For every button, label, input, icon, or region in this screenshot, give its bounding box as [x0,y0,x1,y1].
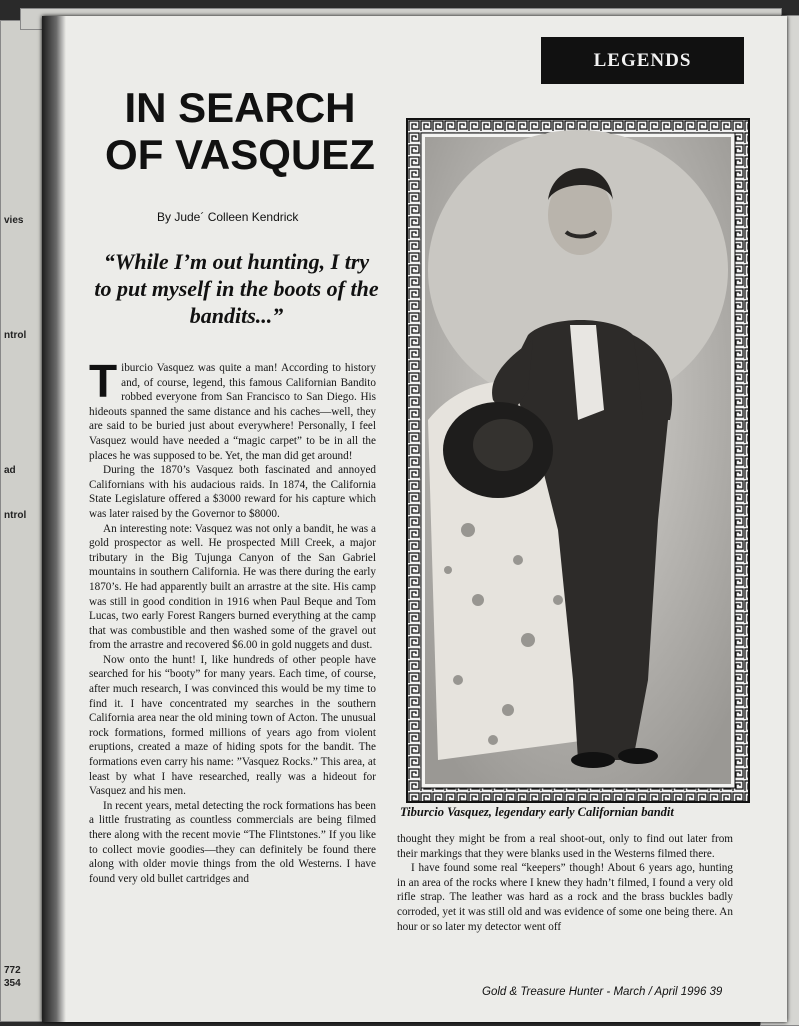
paragraph: thought they might be from a real shoot-out, only to find out later from their markings that they were blanks used in the Westerns filmed there. [397,833,733,860]
portrait-illustration [408,120,748,801]
article-column-left [89,355,376,886]
paragraph: I have found some real “keepers” though! About 6 years ago, hunting in an area of the rocks where I knew they hadn’t filmed, I found a very old rifle strap. The leather was hard as a rock and the brass buckles badly corroded, yet it was still old and was evidence of some one being there. An hour or so later my detector went off [397,862,733,933]
page-footer: Gold & Treasure Hunter - March / April 1996 39 [482,986,723,998]
paragraph: During the 1870’s Vasquez both fascinated and annoyed Californians with his audacious raids. In 1874, the California State Legislature offered a $3000 reward for his capture which was later raised by the Governor to $8000. [89,464,376,520]
edge-fragment: 354 [4,978,21,989]
edge-fragment: ntrol [4,330,27,341]
pull-quote: “While I’m out hunting, I try to put myself in the boots of the bandits...” [94,249,379,328]
edge-fragment: ad [4,465,16,476]
article-column-right [397,832,733,934]
paragraph: An interesting note: Vasquez was not only a bandit, he was a gold prospector as well. He prospected Mill Creek, a major tributary in the Big Tujunga Canyon of the San Gabriel mountains in southern California. He was there during the early 1870’s. He had apparently built an arrastre at the site. His camp was still in good condition in 1916 when Paul Beque and Tom Lucas, two early Forest Rangers burned everything at the camp that was combustible and then washed some of the gravel out from the arrastre and recovered $6.00 in gold nuggets and dust. [89,522,376,652]
section-banner: LEGENDS [541,37,744,84]
article-title: IN SEARCH OF VASQUEZ [105,84,375,178]
drop-cap: T [89,355,118,407]
portrait-photo [406,118,750,803]
edge-fragment: vies [4,215,24,226]
paragraph [89,355,376,463]
edge-fragment: ntrol [4,510,27,521]
byline: By Jude´ Colleen Kendrick [157,210,299,224]
paragraph-text: iburcio Vasquez was quite a man! According to history and, of course, legend, this famous Californian Bandito robbed everyone from San Francisco to San Diego. His hideouts spanned the same distance and his caches—well, they are said to be buried just about everywhere! Personally, I feel Vasquez would have needed a “magic carpet” to be in all the places he was supposed to be. Yet, the man did get around! [89,362,376,462]
paragraph: In recent years, metal detecting the rock formations has been a little frustrating as countless commercials are being filmed there along with the recent movie “The Flintstones.” If you like to collect movie goodies—they can definitely be found there along with older movie things from the old Westerns. I have found very old bullet cartridges and [89,799,376,885]
paragraph: Now onto the hunt! I, like hundreds of other people have searched for his “booty” for many years. Each time, of course, after much research, I was convinced this would be my time to find it. I have concentrated my searches in the southern California area near the old mining town of Acton. The unusual rock formations, formed millions of years ago from violent eruptions, created a maze of hiding spots for the bandit. The formations even carry his name: ”Vasquez Rocks.” This area, at least by what I have researched, really was a hideout for Vasquez and his men. [89,653,376,798]
edge-fragment: 772 [4,965,21,976]
photo-caption: Tiburcio Vasquez, legendary early Californian bandit [400,805,674,819]
magazine-page [42,16,787,1022]
